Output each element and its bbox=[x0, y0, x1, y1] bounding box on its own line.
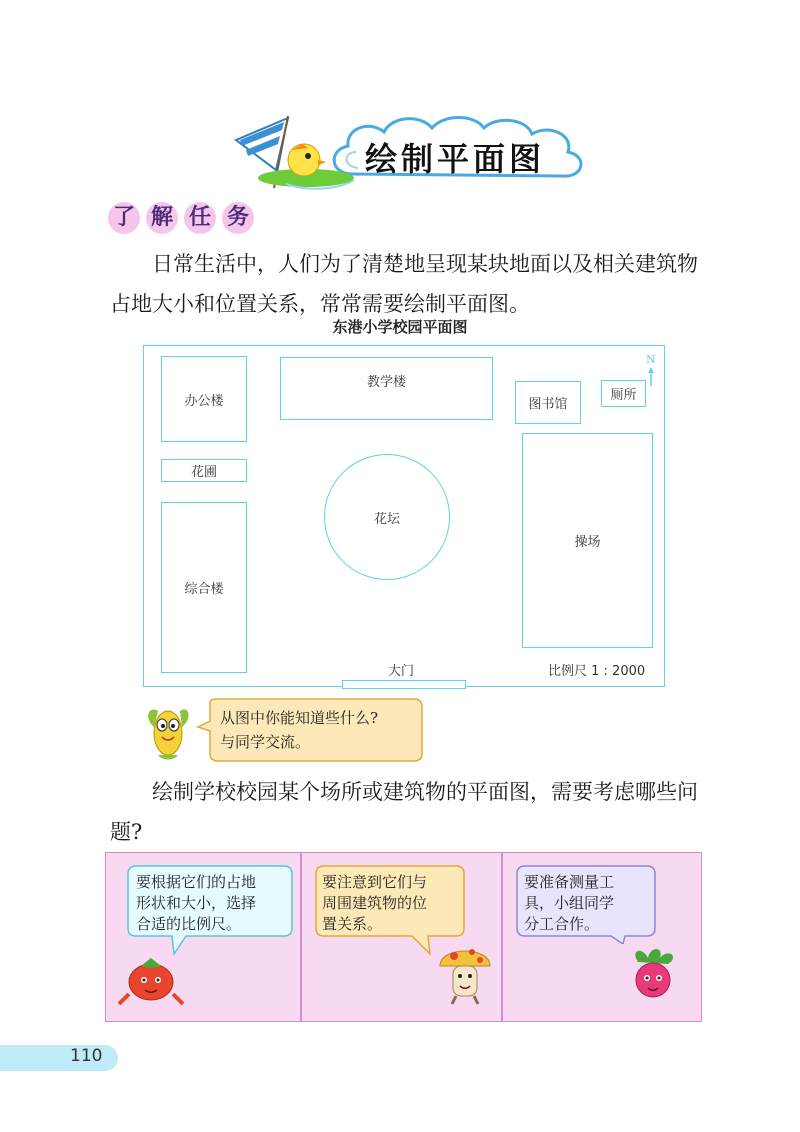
gate bbox=[342, 680, 466, 689]
toilet-label: 厕所 bbox=[610, 388, 637, 403]
tip-3-line-1: 要准备测量工 bbox=[524, 873, 615, 891]
flowerbed-label: 花坛 bbox=[373, 511, 400, 527]
tips-divider-2 bbox=[501, 852, 503, 1022]
radish-mascot-illustration bbox=[624, 946, 682, 1004]
corn-mascot-illustration bbox=[140, 697, 198, 761]
flowerbed bbox=[324, 454, 450, 580]
library-label: 图书馆 bbox=[528, 397, 568, 412]
page-number: 110 bbox=[70, 1046, 103, 1066]
tip-2-line-2: 周围建筑物的位 bbox=[322, 894, 428, 912]
question-bubble-line-2: 与同学交流。 bbox=[220, 733, 311, 751]
section-tag-char-1: 了 bbox=[112, 205, 135, 230]
question-paragraph: 绘制学校校园某个场所或建筑物的平面图，需要考虑哪些问题? bbox=[110, 780, 698, 844]
toilet bbox=[601, 380, 646, 407]
tip-1-line-2: 形状和大小，选择 bbox=[136, 894, 257, 912]
playground bbox=[522, 433, 653, 648]
north-arrow-icon bbox=[647, 366, 655, 386]
campus-map bbox=[143, 345, 665, 687]
north-label: N bbox=[646, 353, 656, 366]
question-bubble-line-1: 从图中你能知道些什么? bbox=[220, 709, 379, 727]
tip-3-line-2: 具，小组同学 bbox=[524, 894, 615, 912]
teaching-building bbox=[280, 357, 493, 420]
scale-label: 比例尺 1 : 2000 bbox=[548, 664, 646, 679]
tips-divider-1 bbox=[300, 852, 302, 1022]
map-title: 东港小学校园平面图 bbox=[332, 318, 468, 336]
office-building-label: 办公楼 bbox=[184, 393, 224, 409]
tip-2-line-1: 要注意到它们与 bbox=[322, 873, 428, 891]
section-tag-char-3: 任 bbox=[188, 205, 211, 230]
complex-building-label: 综合楼 bbox=[184, 582, 224, 597]
section-tag-char-2: 解 bbox=[150, 205, 173, 230]
teaching-building-label: 教学楼 bbox=[366, 375, 406, 390]
complex-building bbox=[161, 502, 247, 673]
section-tag-char-4: 务 bbox=[226, 205, 249, 230]
tip-1-line-1: 要根据它们的占地 bbox=[136, 873, 257, 891]
garden-label: 花圃 bbox=[190, 465, 217, 480]
playground-label: 操场 bbox=[574, 535, 601, 550]
sailboat-chick-illustration bbox=[226, 110, 356, 200]
office-building bbox=[161, 356, 247, 442]
garden bbox=[161, 459, 247, 482]
tip-1-line-3: 合适的比例尺。 bbox=[136, 915, 242, 933]
gate-label: 大门 bbox=[388, 664, 415, 679]
tip-2-line-3: 置关系。 bbox=[322, 915, 383, 933]
page-title: 绘制平面图 bbox=[364, 140, 545, 178]
mushroom-mascot-illustration bbox=[436, 940, 494, 1006]
tip-3-line-3: 分工合作。 bbox=[524, 915, 600, 933]
library bbox=[515, 381, 581, 424]
intro-paragraph: 日常生活中，人们为了清楚地呈现某块地面以及相关建筑物占地大小和位置关系，常常需要绘制平面图。 bbox=[110, 252, 698, 316]
tomato-mascot-illustration bbox=[115, 954, 187, 1010]
